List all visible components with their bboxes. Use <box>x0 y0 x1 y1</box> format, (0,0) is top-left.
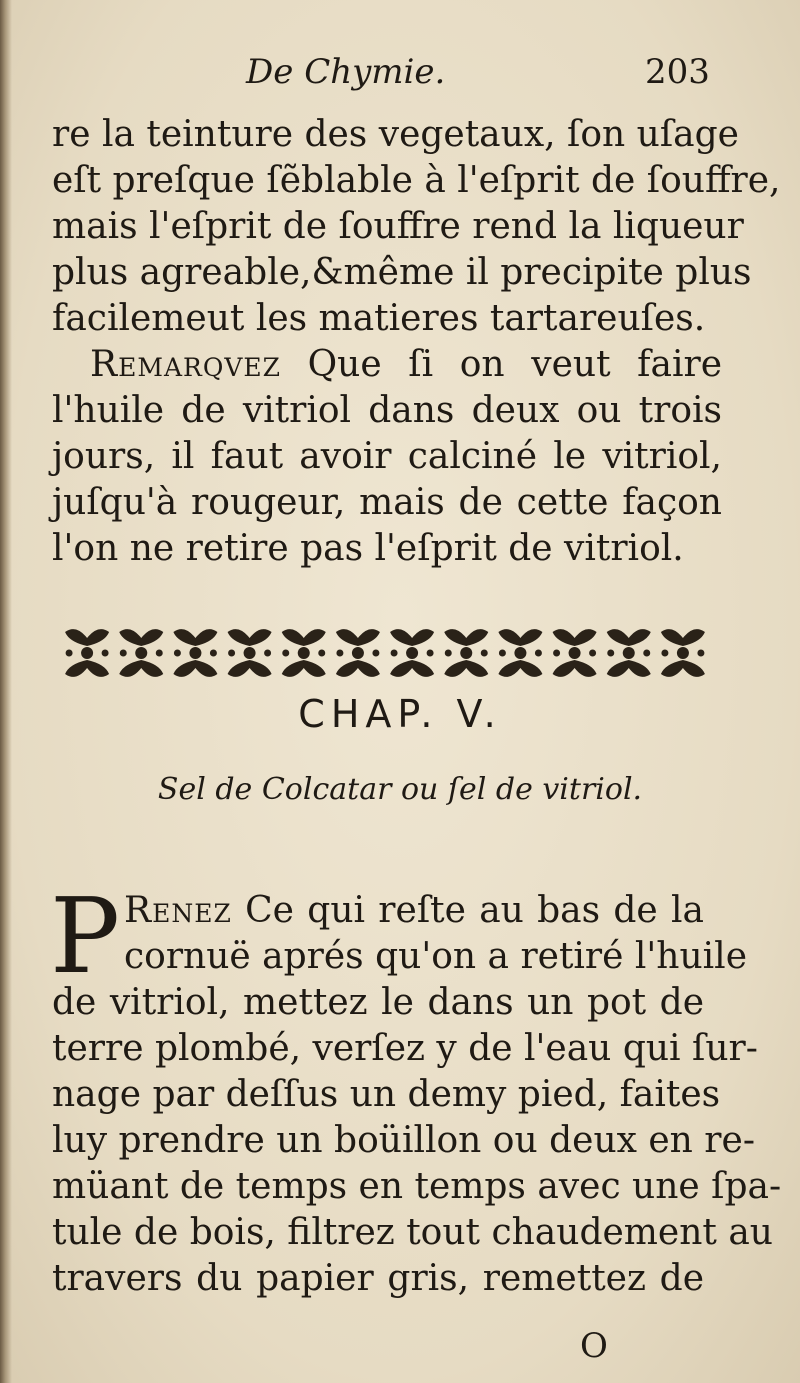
text-line-rest: Ce qui reſte au bas de la <box>231 890 704 931</box>
text-line: travers du papier gris, remettez de <box>52 1258 704 1299</box>
chapter-subtitle: Sel de Colcatar ou ſel de vitriol. <box>157 772 643 807</box>
fleuron-ornament <box>661 629 705 677</box>
text-line: facilemeut les matieres tartareuſes. <box>52 298 706 339</box>
fleuron-ornament <box>228 629 272 677</box>
text-line: l'huile de vitriol dans deux ou trois <box>52 390 722 431</box>
fleuron-ornament <box>282 629 326 677</box>
text-line <box>52 342 722 388</box>
text-line: re la teinture des vegetaux, ſon uſage <box>52 114 739 155</box>
paragraph-1 <box>52 112 781 342</box>
text-line: mais l'eſprit de ſouffre rend la liqueur <box>52 206 744 247</box>
text-line: terre plombé, verſez y de l'eau qui ſur- <box>52 1028 758 1069</box>
fleuron-ornament <box>553 629 597 677</box>
text-line-rest: Que ſi on veut faire <box>281 344 722 385</box>
fleuron-ornament <box>607 629 651 677</box>
fleuron-ornament <box>498 629 542 677</box>
text-line: juſqu'à rougeur, mais de cette façon <box>52 482 722 523</box>
text-line: plus agreable,&même il precipite plus <box>52 252 752 293</box>
text-line: müant de temps en temps avec une ſpa- <box>52 1166 782 1207</box>
drop-cap: P <box>50 875 120 997</box>
fleuron-ornament <box>444 629 488 677</box>
paragraph-2 <box>52 342 722 572</box>
fleuron-ornament <box>336 629 380 677</box>
fleuron-ornament <box>390 629 434 677</box>
page-number: 203 <box>645 52 710 92</box>
text-line: l'on ne retire pas l'eſprit de vitriol. <box>52 528 684 569</box>
running-title: De Chymie. <box>246 52 446 92</box>
signature-mark: O <box>580 1326 608 1366</box>
text-line: de vitriol, mettez le dans un pot de <box>52 982 704 1023</box>
chapter-heading: CHAP. V. <box>298 692 502 736</box>
paragraph-3 <box>50 875 782 1302</box>
text-line: nage par deſſus un demy pied, faites <box>52 1074 721 1115</box>
ornament-band <box>60 624 710 682</box>
text-line: eſt preſque ſẽblable à l'eſprit de ſouffre, <box>52 160 781 201</box>
fleuron-ornament <box>173 629 217 677</box>
fleuron-ornament <box>119 629 163 677</box>
ornament-svg <box>60 624 710 682</box>
text-line <box>52 888 704 934</box>
remarquez-lead: Remarqvez <box>90 344 282 385</box>
text-line: luy prendre un boüillon ou deux en re- <box>52 1120 755 1161</box>
fleuron-ornament <box>65 629 109 677</box>
page-header <box>0 52 800 100</box>
text-line: jours, il faut avoir calciné le vitriol, <box>52 436 722 477</box>
renez-lead: Renez <box>124 890 232 931</box>
text-line: tule de bois, filtrez tout chaudement au <box>52 1212 773 1253</box>
text-line: cornuë aprés qu'on a retiré l'huile <box>124 936 748 977</box>
